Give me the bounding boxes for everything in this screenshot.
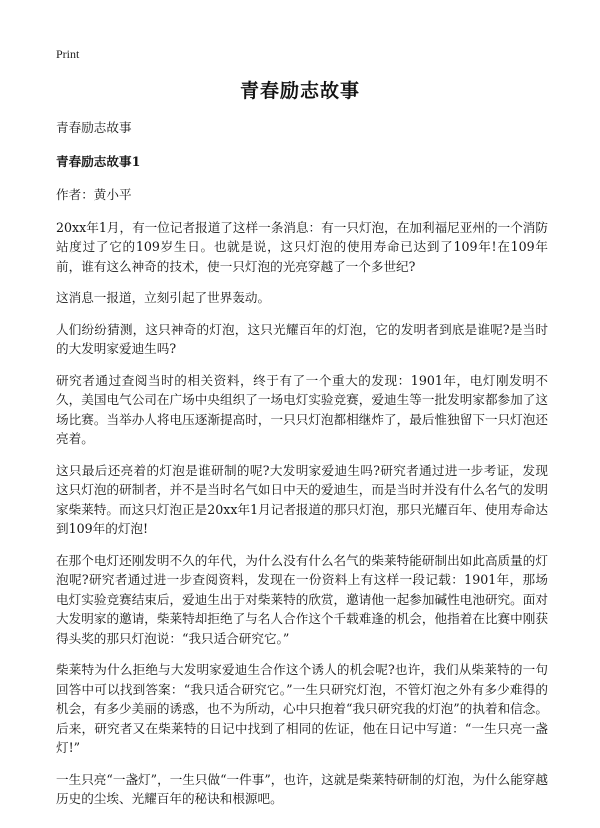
section-heading: 青春励志故事1 <box>56 153 141 169</box>
paragraph-3: 人们纷纷猜测，这只神奇的灯泡，这只光耀百年的灯泡，它的发明者到底是谁呢?是当时的大发明家爱迪生吗? <box>56 321 548 356</box>
paragraph-5: 这只最后还亮着的灯泡是谁研制的呢?大发明家爱迪生吗?研究者通过进一步考证，发现这只灯泡的研制者，并不是当时名气如日中天的爱迪生，而是当时并没有什么名气的发明家柴莱特。而这只灯泡正是20xx年1月记者报道的那只灯泡，那只光耀百年、使用寿命达到109年的灯泡! <box>56 462 548 536</box>
paragraph-2: 这消息一报道，立刻引起了世界轰动。 <box>56 290 271 305</box>
author-line: 作者：黄小平 <box>56 187 132 202</box>
subtitle: 青春励志故事 <box>56 120 132 135</box>
paragraph-1: 20xx年1月，有一位记者报道了这样一条消息：有一只灯泡，在加利福尼亚州的一个消防站度过了它的109岁生日。也就是说，这只灯泡的使用寿命已达到了109年!在109年前，谁有这么神奇的技术，使一只灯泡的光亮穿越了一个多世纪? <box>56 219 548 274</box>
print-label: Print <box>56 47 80 61</box>
paragraph-8: 一生只亮“一盏灯”，一生只做“一件事”，也许，这就是柴莱特研制的灯泡，为什么能穿越历史的尘埃、光耀百年的秘诀和根源吧。 <box>56 771 548 806</box>
document-body <box>56 118 548 821</box>
document-title: 青春励志故事 <box>239 80 360 102</box>
paragraph-4: 研究者通过查阅当时的相关资料，终于有了一个重大的发现：1901年，电灯刚发明不久，美国电气公司在广场中央组织了一场电灯实验竞赛，爱迪生等一批发明家都参加了这场比赛。当举办人将电压逐渐提高时，一只只灯泡都相继炸了，最后惟独留下一只灯泡还亮着。 <box>56 372 548 446</box>
paragraph-7: 柴莱特为什么拒绝与大发明家爱迪生合作这个诱人的机会呢?也许，我们从柴莱特的一句回答中可以找到答案：“我只适合研究它。”一生只研究灯泡，不管灯泡之外有多少难得的机会，有多少美丽的诱惑，也不为所动，心中只抱着“我只研究我的灯泡”的执着和信念。后来，研究者又在柴莱特的日记中找到了相同的佐证，他在日记中写道：“一生只亮一盏灯!” <box>56 662 548 755</box>
paragraph-6: 在那个电灯还刚发明不久的年代，为什么没有什么名气的柴莱特能研制出如此高质量的灯泡呢?研究者通过进一步查阅资料，发现在一份资料上有这样一段记载：1901年，那场电灯实验竞赛结束后，爱迪生出于对柴莱特的欣赏，邀请他一起参加碱性电池研究。面对大发明家的邀请，柴莱特却拒绝了与名人合作这个千载难逢的机会，他指着在比赛中刚获得头奖的那只灯泡说：“我只适合研究它。” <box>56 552 548 646</box>
